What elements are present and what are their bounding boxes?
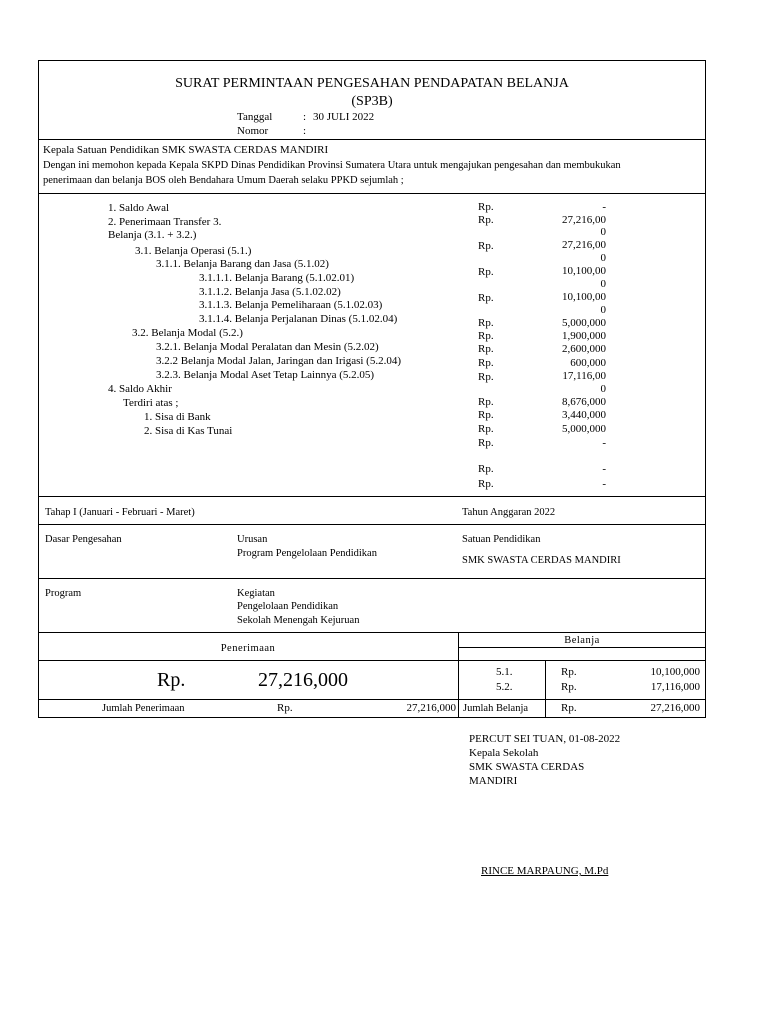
amount-value: -	[602, 437, 606, 449]
big-penerimaan-value: 27,216,000	[258, 669, 348, 691]
intro-line-1: Kepala Satuan Pendidikan SMK SWASTA CERDAS MANDIRI	[43, 144, 329, 156]
amount-value: 2,600,000	[562, 343, 606, 355]
amount-rp: Rp.	[478, 423, 494, 435]
item-belanja-barang: 3.1.1.1. Belanja Barang (5.1.02.01)	[199, 272, 355, 284]
tanggal-value: 30 JULI 2022	[313, 111, 375, 123]
amount-value: 17,116,00	[562, 370, 606, 382]
belanja-value: 10,100,000	[650, 666, 700, 678]
amount-value: 27,216,00	[562, 239, 606, 251]
kegiatan-line-2: Sekolah Menengah Kejuruan	[237, 615, 360, 626]
signature-place-date: PERCUT SEI TUAN, 01-08-2022	[469, 733, 621, 745]
divider-belanja-sub	[458, 647, 706, 648]
item-belanja-pemeliharaan: 3.1.1.3. Belanja Pemeliharaan (5.1.02.03)	[199, 299, 383, 311]
divider-items	[38, 496, 706, 497]
amount-value: 10,100,00	[562, 265, 606, 277]
item-belanja-barang-jasa: 3.1.1. Belanja Barang dan Jasa (5.1.02)	[156, 258, 329, 270]
amount-rp: Rp.	[478, 292, 494, 304]
amount-rp: Rp.	[478, 396, 494, 408]
amount-rp: Rp.	[478, 240, 494, 252]
amount-value: 600,000	[570, 357, 606, 369]
amount-value: 8,676,000	[562, 396, 606, 408]
divider-summary	[38, 660, 706, 661]
item-modal-peralatan: 3.2.1. Belanja Modal Peralatan dan Mesin (5.2.02)	[156, 341, 379, 353]
amount-value: 0	[600, 278, 606, 290]
jumlah-belanja-label: Jumlah Belanja	[463, 703, 529, 714]
nomor-separator: :	[303, 125, 307, 137]
item-belanja-modal: 3.2. Belanja Modal (5.2.)	[132, 327, 243, 339]
jumlah-belanja-rp: Rp.	[561, 702, 577, 714]
amount-value: 0	[600, 252, 606, 264]
item-sisa-bank: 1. Sisa di Bank	[144, 411, 211, 423]
amount-value: 10,100,00	[562, 291, 606, 303]
amount-rp: Rp.	[478, 371, 494, 383]
amount-rp: Rp.	[478, 201, 494, 213]
tanggal-label: Tanggal	[237, 111, 273, 123]
amount-rp: Rp.	[478, 330, 494, 342]
nomor-label: Nomor	[237, 125, 269, 137]
amount-value: 3,440,000	[562, 409, 606, 421]
big-rp-label: Rp.	[157, 669, 186, 691]
signature-school-line-1: SMK SWASTA CERDAS	[469, 761, 585, 773]
belanja-code: 5.2.	[496, 681, 513, 693]
intro-line-3: penerimaan dan belanja BOS oleh Bendahara Umum Daerah selaku PPKD sejumlah ;	[43, 175, 404, 186]
amount-rp: Rp.	[478, 214, 494, 226]
amount-value: -	[602, 463, 606, 475]
tahun-anggaran: Tahun Anggaran 2022	[462, 507, 556, 518]
signature-school-line-2: MANDIRI	[469, 775, 518, 787]
belanja-rp: Rp.	[561, 681, 577, 693]
amount-rp: Rp.	[478, 437, 494, 449]
amount-rp: Rp.	[478, 357, 494, 369]
amount-value: 0	[600, 383, 606, 395]
amount-value: 0	[600, 226, 606, 238]
amount-value: -	[602, 478, 606, 490]
amount-value: 1,900,000	[562, 330, 606, 342]
intro-line-2: Dengan ini memohon kepada Kepala SKPD Dinas Pendidikan Provinsi Sumatera Utara untuk mengajukan pengesahan dan membukukan	[43, 160, 621, 171]
amount-rp: Rp.	[478, 478, 494, 490]
kegiatan-label: Kegiatan	[237, 588, 275, 599]
page-subtitle: (SP3B)	[351, 94, 393, 109]
amount-rp: Rp.	[478, 463, 494, 475]
jumlah-belanja-value: 27,216,000	[650, 702, 700, 714]
amount-value: 0	[600, 304, 606, 316]
item-penerimaan-transfer: 2. Penerimaan Transfer 3.	[108, 216, 222, 228]
jumlah-penerimaan-value: 27,216,000	[406, 702, 456, 714]
amount-value: -	[602, 201, 606, 213]
item-saldo-awal: 1. Saldo Awal	[108, 202, 170, 214]
amount-rp: Rp.	[478, 317, 494, 329]
item-belanja: Belanja (3.1. + 3.2.)	[108, 229, 197, 241]
divider-header	[38, 139, 706, 140]
urusan-label: Urusan	[237, 534, 268, 545]
satuan-pendidikan-label: Satuan Pendidikan	[462, 534, 541, 545]
amount-rp: Rp.	[478, 409, 494, 421]
tanggal-separator: :	[303, 111, 307, 123]
satuan-pendidikan-name: SMK SWASTA CERDAS MANDIRI	[462, 555, 621, 566]
amount-value: 27,216,00	[562, 214, 606, 226]
divider-tahap	[38, 524, 706, 525]
item-saldo-akhir: 4. Saldo Akhir	[108, 383, 172, 395]
signature-role: Kepala Sekolah	[469, 747, 539, 759]
amount-value: 5,000,000	[562, 317, 606, 329]
page-title: SURAT PERMINTAAN PENGESAHAN PENDAPATAN BELANJA	[175, 76, 569, 91]
penerimaan-header: Penerimaan	[220, 643, 276, 654]
tahap-label: Tahap I (Januari - Februari - Maret)	[45, 507, 195, 518]
divider-jumlah	[38, 699, 706, 700]
signature-name: RINCE MARPAUNG, M.Pd	[481, 865, 609, 877]
item-belanja-perjalanan-dinas: 3.1.1.4. Belanja Perjalanan Dinas (5.1.02.04)	[199, 313, 398, 325]
amount-rp: Rp.	[478, 343, 494, 355]
belanja-code: 5.1.	[496, 666, 513, 678]
divider-code	[545, 660, 546, 718]
item-belanja-operasi: 3.1. Belanja Operasi (5.1.)	[135, 245, 252, 257]
item-sisa-kas: 2. Sisa di Kas Tunai	[144, 425, 233, 437]
item-modal-jalan: 3.2.2 Belanja Modal Jalan, Jaringan dan Irigasi (5.2.04)	[156, 355, 401, 367]
program-name: Program Pengelolaan Pendidikan	[237, 548, 377, 559]
jumlah-penerimaan-rp: Rp.	[277, 702, 293, 714]
dasar-pengesahan-label: Dasar Pengesahan	[45, 534, 122, 545]
belanja-header: Belanja	[564, 635, 600, 646]
item-modal-aset: 3.2.3. Belanja Modal Aset Tetap Lainnya (5.2.05)	[156, 369, 375, 381]
amount-value: 5,000,000	[562, 423, 606, 435]
item-terdiri-atas: Terdiri atas ;	[123, 397, 179, 409]
divider-program	[38, 632, 706, 633]
divider-dasar	[38, 578, 706, 579]
divider-intro	[38, 193, 706, 194]
item-belanja-jasa: 3.1.1.2. Belanja Jasa (5.1.02.02)	[199, 286, 341, 298]
amount-rp: Rp.	[478, 266, 494, 278]
belanja-rp: Rp.	[561, 666, 577, 678]
program-label: Program	[45, 588, 82, 599]
belanja-value: 17,116,000	[650, 681, 700, 693]
jumlah-penerimaan-label: Jumlah Penerimaan	[102, 703, 185, 714]
kegiatan-line-1: Pengelolaan Pendidikan	[237, 601, 339, 612]
